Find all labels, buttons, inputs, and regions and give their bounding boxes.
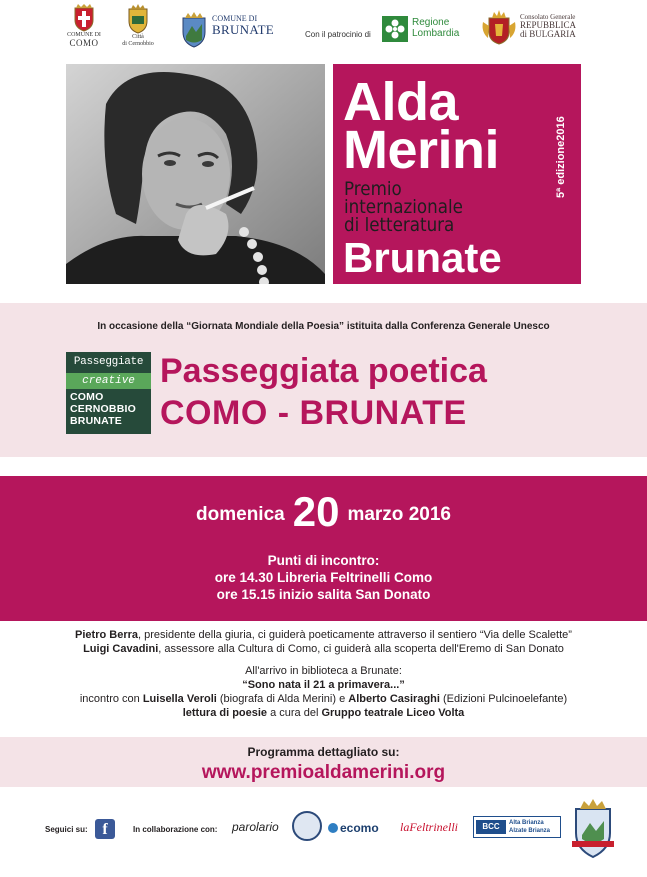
cernobbio-crest	[118, 4, 158, 48]
sponsor-logo-row	[0, 4, 647, 54]
lombardia-logo	[382, 16, 460, 47]
event-title: Passeggiata poetica	[160, 352, 487, 390]
author-veroli: Luisella Veroli	[142, 693, 217, 705]
facebook-icon[interactable]: f	[95, 819, 115, 839]
bcc-mark: BCC	[476, 820, 506, 834]
brunate-logo	[180, 12, 275, 46]
logo-passeggiate-text: Passeggiate	[73, 356, 144, 368]
cernobbio-label-1: Città	[132, 34, 144, 40]
award-subtitle-line: Premio	[344, 178, 402, 200]
meeting-points	[0, 552, 647, 603]
lombardia-label-1: Regione	[412, 17, 450, 28]
como-crest	[62, 4, 106, 48]
medallion-logo-icon	[292, 811, 322, 841]
award-subtitle	[344, 180, 463, 234]
guide-2-role: , assessore alla Cultura di Como, ci guiderà alla scoperta dell'Eremo di San Donato	[158, 643, 564, 655]
incontro-prefix: incontro con	[79, 693, 143, 705]
guide-line-1	[0, 628, 647, 642]
passeggiate-creative-logo	[66, 352, 151, 434]
brunate-label-small: COMUNE DI	[212, 14, 258, 23]
meeting-authors-line	[0, 692, 647, 706]
reading-line	[0, 706, 647, 720]
ecomo-logo	[328, 821, 379, 835]
author-casiraghi: Alberto Casiraghi	[348, 693, 440, 705]
cernobbio-label-2: di Cernobbio	[122, 41, 154, 47]
patrocinio-text: Con il patrocinio di	[305, 30, 371, 39]
como-label-small: COMUNE DI	[67, 32, 101, 38]
edition-label: 5ª edizione2016	[555, 116, 567, 198]
meeting-label: Punti di incontro:	[267, 553, 380, 568]
bcc-line-1: Alta Brianza	[509, 820, 544, 826]
collaboration-label: In collaborazione con:	[133, 825, 218, 834]
reading-label: lettura di poesie	[182, 707, 268, 719]
guide-line-2	[0, 642, 647, 656]
brunate-shield-icon	[180, 12, 208, 48]
poet-first-name: Alda	[343, 72, 459, 132]
book-title	[0, 678, 647, 692]
alda-merini-portrait-photo	[66, 64, 325, 284]
event-route: COMO - BRUNATE	[160, 394, 467, 432]
guide-1-name: Pietro Berra	[75, 629, 139, 641]
award-place: Brunate	[343, 234, 502, 281]
date-month-year: marzo 2016	[347, 504, 451, 525]
guide-1-role: , presidente della giuria, ci guiderà poeticamente attraverso il sentiero “Via delle Scalette”	[138, 629, 572, 641]
book-title-text: “Sono nata il 21 a primavera...”	[242, 679, 405, 691]
parolario-logo: parolario	[232, 820, 279, 834]
date-band	[0, 476, 647, 621]
date-weekday: domenica	[196, 504, 285, 525]
logo-city-line: CERNOBBIO	[70, 403, 136, 415]
school-crest-icon	[570, 797, 616, 859]
bulgaria-consulate-logo	[480, 8, 577, 51]
date-day: 20	[292, 488, 340, 535]
bcc-text	[509, 819, 550, 835]
event-date	[0, 488, 647, 536]
logo-creative-text: creative	[66, 373, 151, 389]
cernobbio-shield-icon	[127, 4, 149, 34]
award-subtitle-line: di letteratura	[344, 214, 455, 236]
award-title-box	[333, 64, 581, 284]
logo-city-line: BRUNATE	[70, 415, 122, 427]
bulgaria-label-2: REPUBBLICA	[520, 20, 577, 30]
ecomo-label: ecomo	[340, 821, 379, 835]
portrait-illustration	[66, 64, 325, 284]
brunate-label: BRUNATE	[212, 22, 275, 37]
bulgaria-label-3: di BULGARIA	[520, 29, 576, 39]
theatre-group: Gruppo teatrale Liceo Volta	[321, 707, 465, 719]
website-link[interactable]: www.premioaldamerini.org	[201, 762, 446, 783]
arrival-text: All'arrivo in biblioteca a Brunate:	[245, 665, 402, 677]
bulgaria-coat-of-arms-icon	[480, 8, 518, 46]
lombardia-label-2: Lombardia	[412, 28, 460, 39]
bcc-line-2: Alzate Brianza	[509, 828, 551, 834]
poet-last-name: Merini	[343, 120, 500, 180]
program-label: Programma dettagliato su:	[247, 745, 400, 759]
occasion-text: In occasione della “Giornata Mondiale della Poesia” istituita dalla Conferenza Generale Unesco	[97, 321, 550, 332]
ecomo-dot-icon	[328, 823, 338, 833]
como-shield-icon	[73, 4, 95, 32]
bulgaria-label-1: Consolato Generale	[520, 13, 576, 21]
program-description	[0, 628, 647, 720]
feltrinelli-logo: laFeltrinelli	[400, 820, 458, 834]
lombardia-rose-icon	[382, 16, 408, 42]
program-link-band	[0, 737, 647, 787]
logo-city-line: COMO	[70, 391, 104, 403]
meeting-point: ore 15.15 inizio salita San Donato	[216, 587, 431, 602]
como-label: COMO	[69, 38, 99, 48]
bcc-bank-logo	[473, 816, 561, 838]
event-band	[0, 303, 647, 457]
meeting-point: ore 14.30 Libreria Feltrinelli Como	[214, 570, 433, 585]
footer-partners	[0, 795, 647, 865]
award-subtitle-line: internazionale	[344, 196, 463, 218]
incontro-suffix: (Edizioni Pulcinoelefante)	[439, 693, 568, 705]
guide-2-name: Luigi Cavadini	[83, 643, 159, 655]
follow-us-label: Seguici su:	[45, 825, 88, 834]
reading-mid: a cura del	[267, 707, 322, 719]
incontro-mid: (biografa di Alda Merini) e	[216, 693, 349, 705]
